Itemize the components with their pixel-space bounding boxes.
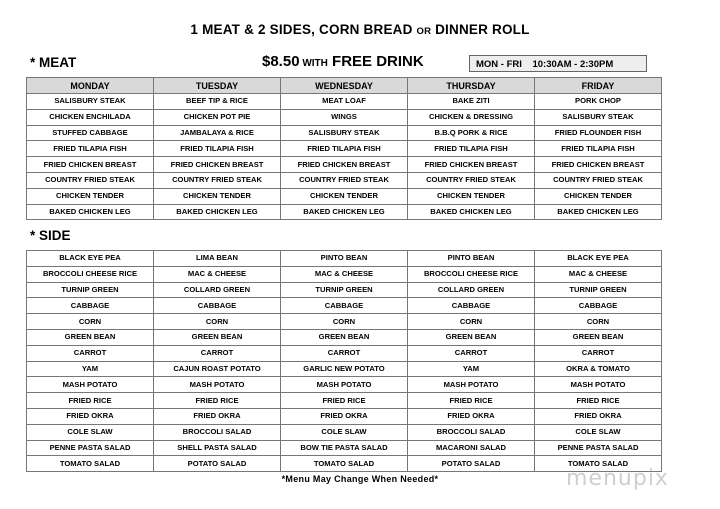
side-row-cell: MAC & CHEESE bbox=[281, 266, 408, 282]
side-row-cell: TURNIP GREEN bbox=[27, 282, 154, 298]
day-header-thursday: THURSDAY bbox=[408, 78, 535, 94]
side-row-cell: MASH POTATO bbox=[281, 377, 408, 393]
watermark-logo: menupix bbox=[566, 466, 669, 491]
meat-row-cell: COUNTRY FRIED STEAK bbox=[408, 172, 535, 188]
side-row-cell: CARROT bbox=[281, 345, 408, 361]
side-row bbox=[27, 298, 662, 314]
side-row bbox=[27, 408, 662, 424]
side-row-cell: BLACK EYE PEA bbox=[535, 251, 662, 267]
side-row-cell: FRIED OKRA bbox=[281, 408, 408, 424]
meat-row-cell: FRIED TILAPIA FISH bbox=[408, 141, 535, 157]
title-part2: DINNER ROLL bbox=[431, 22, 530, 37]
side-row-cell: BLACK EYE PEA bbox=[27, 251, 154, 267]
side-row-cell: GREEN BEAN bbox=[408, 329, 535, 345]
side-row-cell: TOMATO SALAD bbox=[281, 456, 408, 472]
meat-row-cell: STUFFED CABBAGE bbox=[27, 125, 154, 141]
side-row-cell: FRIED OKRA bbox=[154, 408, 281, 424]
meat-row-cell: FRIED CHICKEN BREAST bbox=[281, 157, 408, 173]
meat-row-cell: FRIED TILAPIA FISH bbox=[154, 141, 281, 157]
side-row-cell: CARROT bbox=[27, 345, 154, 361]
side-row-cell: CABBAGE bbox=[408, 298, 535, 314]
meat-row-cell: BAKED CHICKEN LEG bbox=[535, 204, 662, 220]
title-part1: 1 MEAT & 2 SIDES, CORN BREAD bbox=[190, 22, 417, 37]
day-header-monday: MONDAY bbox=[27, 78, 154, 94]
title-or: OR bbox=[416, 26, 432, 37]
meat-row-cell: FRIED CHICKEN BREAST bbox=[535, 157, 662, 173]
side-row-cell: TURNIP GREEN bbox=[535, 282, 662, 298]
day-header-wednesday: WEDNESDAY bbox=[281, 78, 408, 94]
side-row bbox=[27, 266, 662, 282]
side-row bbox=[27, 251, 662, 267]
side-row-cell: SHELL PASTA SALAD bbox=[154, 440, 281, 456]
side-section-label: * SIDE bbox=[30, 228, 71, 243]
side-row bbox=[27, 377, 662, 393]
side-row-cell: GARLIC NEW POTATO bbox=[281, 361, 408, 377]
side-row-cell: CARROT bbox=[154, 345, 281, 361]
side-row-cell: GREEN BEAN bbox=[535, 329, 662, 345]
side-row-cell: COLE SLAW bbox=[535, 424, 662, 440]
side-row-cell: BROCCOLI SALAD bbox=[154, 424, 281, 440]
meat-row-cell: WINGS bbox=[281, 109, 408, 125]
meat-row bbox=[27, 172, 662, 188]
side-row-cell: FRIED OKRA bbox=[27, 408, 154, 424]
side-row-cell: PENNE PASTA SALAD bbox=[27, 440, 154, 456]
side-table bbox=[26, 250, 662, 472]
meat-row-cell: BEEF TIP & RICE bbox=[154, 94, 281, 110]
side-row-cell: YAM bbox=[27, 361, 154, 377]
side-row bbox=[27, 440, 662, 456]
price-suffix: FREE DRINK bbox=[327, 53, 424, 70]
side-row-cell: BROCCOLI CHEESE RICE bbox=[408, 266, 535, 282]
meat-table bbox=[26, 77, 662, 220]
side-row-cell: FRIED RICE bbox=[408, 393, 535, 409]
side-row-cell: BROCCOLI CHEESE RICE bbox=[27, 266, 154, 282]
side-row-cell: CABBAGE bbox=[281, 298, 408, 314]
side-row-cell: CORN bbox=[27, 314, 154, 330]
side-row-cell: COLLARD GREEN bbox=[154, 282, 281, 298]
side-row-cell: GREEN BEAN bbox=[281, 329, 408, 345]
meat-row-cell: COUNTRY FRIED STEAK bbox=[281, 172, 408, 188]
side-row-cell: FRIED OKRA bbox=[535, 408, 662, 424]
side-row bbox=[27, 329, 662, 345]
side-row-cell: CABBAGE bbox=[154, 298, 281, 314]
meat-row bbox=[27, 125, 662, 141]
meat-row-cell: FRIED CHICKEN BREAST bbox=[154, 157, 281, 173]
menu-title bbox=[0, 22, 720, 37]
meat-row bbox=[27, 141, 662, 157]
meat-row bbox=[27, 94, 662, 110]
meat-row-cell: FRIED FLOUNDER FISH bbox=[535, 125, 662, 141]
meat-row-cell: CHICKEN TENDER bbox=[154, 188, 281, 204]
meat-row-cell: CHICKEN ENCHILADA bbox=[27, 109, 154, 125]
meat-row-cell: BAKED CHICKEN LEG bbox=[154, 204, 281, 220]
day-header-tuesday: TUESDAY bbox=[154, 78, 281, 94]
side-row-cell: FRIED RICE bbox=[154, 393, 281, 409]
side-row-cell: CARROT bbox=[535, 345, 662, 361]
side-row-cell: POTATO SALAD bbox=[408, 456, 535, 472]
price-value: $8.50 bbox=[262, 53, 300, 70]
side-row-cell: COLLARD GREEN bbox=[408, 282, 535, 298]
meat-row-cell: COUNTRY FRIED STEAK bbox=[154, 172, 281, 188]
price-label bbox=[262, 53, 424, 70]
side-row bbox=[27, 393, 662, 409]
meat-row-cell: PORK CHOP bbox=[535, 94, 662, 110]
meat-row-cell: FRIED CHICKEN BREAST bbox=[27, 157, 154, 173]
side-row-cell: POTATO SALAD bbox=[154, 456, 281, 472]
side-row-cell: CORN bbox=[281, 314, 408, 330]
side-row-cell: PENNE PASTA SALAD bbox=[535, 440, 662, 456]
meat-row-cell: CHICKEN TENDER bbox=[27, 188, 154, 204]
side-row-cell: CAJUN ROAST POTATO bbox=[154, 361, 281, 377]
side-row-cell: FRIED OKRA bbox=[408, 408, 535, 424]
price-with: WITH bbox=[299, 58, 328, 69]
side-row bbox=[27, 314, 662, 330]
side-row-cell: CABBAGE bbox=[535, 298, 662, 314]
side-row-cell: FRIED RICE bbox=[281, 393, 408, 409]
side-row-cell: MASH POTATO bbox=[535, 377, 662, 393]
meat-row-cell: BAKED CHICKEN LEG bbox=[281, 204, 408, 220]
meat-row-cell: COUNTRY FRIED STEAK bbox=[535, 172, 662, 188]
meat-row-cell: CHICKEN TENDER bbox=[281, 188, 408, 204]
side-row-cell: CARROT bbox=[408, 345, 535, 361]
meat-row-cell: BAKE ZITI bbox=[408, 94, 535, 110]
meat-row-cell: FRIED TILAPIA FISH bbox=[281, 141, 408, 157]
meat-row-cell: CHICKEN TENDER bbox=[408, 188, 535, 204]
meat-row-cell: MEAT LOAF bbox=[281, 94, 408, 110]
menu-disclaimer: *Menu May Change When Needed* bbox=[281, 474, 439, 484]
meat-row bbox=[27, 157, 662, 173]
side-row-cell: MASH POTATO bbox=[408, 377, 535, 393]
side-row-cell: TOMATO SALAD bbox=[27, 456, 154, 472]
hours-text: MON - FRI 10:30AM - 2:30PM bbox=[476, 59, 614, 70]
meat-row-cell: COUNTRY FRIED STEAK bbox=[27, 172, 154, 188]
meat-row bbox=[27, 204, 662, 220]
side-row-cell: CORN bbox=[535, 314, 662, 330]
day-header-friday: FRIDAY bbox=[535, 78, 662, 94]
side-row-cell: PINTO BEAN bbox=[281, 251, 408, 267]
meat-row-cell: SALISBURY STEAK bbox=[27, 94, 154, 110]
hours-box bbox=[469, 55, 647, 72]
side-row-cell: CORN bbox=[154, 314, 281, 330]
side-row-cell: LIMA BEAN bbox=[154, 251, 281, 267]
side-row-cell: TURNIP GREEN bbox=[281, 282, 408, 298]
side-row-cell: YAM bbox=[408, 361, 535, 377]
meat-row-cell: FRIED TILAPIA FISH bbox=[535, 141, 662, 157]
side-row-cell: CORN bbox=[408, 314, 535, 330]
day-header-row bbox=[27, 78, 662, 94]
side-row-cell: TOMATO SALAD bbox=[535, 456, 662, 472]
side-row-cell: GREEN BEAN bbox=[154, 329, 281, 345]
side-row-cell: CABBAGE bbox=[27, 298, 154, 314]
side-row-cell: PINTO BEAN bbox=[408, 251, 535, 267]
meat-row-cell: CHICKEN & DRESSING bbox=[408, 109, 535, 125]
meat-row-cell: SALISBURY STEAK bbox=[281, 125, 408, 141]
side-row-cell: BROCCOLI SALAD bbox=[408, 424, 535, 440]
side-row bbox=[27, 361, 662, 377]
side-row-cell: MASH POTATO bbox=[27, 377, 154, 393]
side-row-cell: OKRA & TOMATO bbox=[535, 361, 662, 377]
side-row bbox=[27, 345, 662, 361]
meat-row bbox=[27, 188, 662, 204]
side-row-cell: FRIED RICE bbox=[27, 393, 154, 409]
meat-row bbox=[27, 109, 662, 125]
side-row-cell: MAC & CHEESE bbox=[535, 266, 662, 282]
side-row-cell: COLE SLAW bbox=[281, 424, 408, 440]
meat-row-cell: SALISBURY STEAK bbox=[535, 109, 662, 125]
side-row-cell: FRIED RICE bbox=[535, 393, 662, 409]
side-row-cell: MASH POTATO bbox=[154, 377, 281, 393]
meat-row-cell: JAMBALAYA & RICE bbox=[154, 125, 281, 141]
side-row-cell: MACARONI SALAD bbox=[408, 440, 535, 456]
meat-row-cell: FRIED TILAPIA FISH bbox=[27, 141, 154, 157]
meat-row-cell: CHICKEN POT PIE bbox=[154, 109, 281, 125]
meat-row-cell: FRIED CHICKEN BREAST bbox=[408, 157, 535, 173]
meat-row-cell: BAKED CHICKEN LEG bbox=[408, 204, 535, 220]
side-row-cell: COLE SLAW bbox=[27, 424, 154, 440]
side-row bbox=[27, 424, 662, 440]
meat-row-cell: B.B.Q PORK & RICE bbox=[408, 125, 535, 141]
meat-section-label: * MEAT bbox=[30, 55, 77, 70]
meat-row-cell: BAKED CHICKEN LEG bbox=[27, 204, 154, 220]
side-row-cell: GREEN BEAN bbox=[27, 329, 154, 345]
meat-row-cell: CHICKEN TENDER bbox=[535, 188, 662, 204]
side-row-cell: MAC & CHEESE bbox=[154, 266, 281, 282]
side-row-cell: BOW TIE PASTA SALAD bbox=[281, 440, 408, 456]
side-row bbox=[27, 282, 662, 298]
